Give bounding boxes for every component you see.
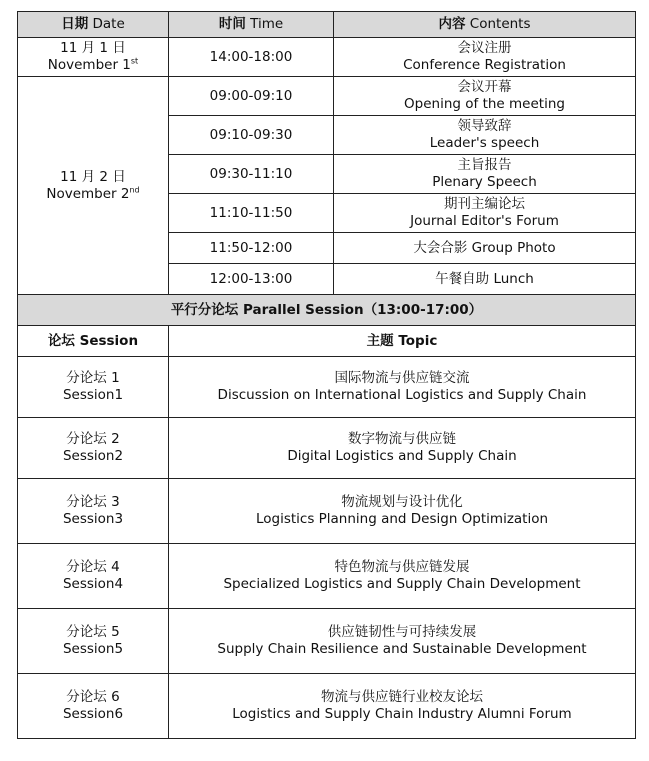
- session-name-cell: 分论坛 4 Session4: [18, 544, 169, 609]
- session-row: [18, 418, 636, 479]
- content-cell: 会议开幕 Opening of the meeting: [334, 77, 636, 116]
- session-topic-cell: 物流与供应链行业校友论坛 Logistics and Supply Chain Industry Alumni Forum: [169, 674, 636, 739]
- content-cell: 领导致辞 Leader's speech: [334, 116, 636, 155]
- session-topic-cell: 国际物流与供应链交流 Discussion on International Logistics and Supply Chain: [169, 357, 636, 418]
- header-contents: 内容 Contents: [334, 12, 636, 38]
- time-cell: 11:10-11:50: [169, 194, 334, 233]
- content-cell: 大会合影 Group Photo: [334, 233, 636, 264]
- header-topic: 主题 Topic: [169, 326, 636, 357]
- conference-schedule-table: [17, 11, 636, 739]
- session-topic-cell: 供应链韧性与可持续发展 Supply Chain Resilience and Sustainable Development: [169, 609, 636, 674]
- content-cell: 期刊主编论坛 Journal Editor's Forum: [334, 194, 636, 233]
- session-name-cell: 分论坛 2 Session2: [18, 418, 169, 479]
- content-cell: 午餐自助 Lunch: [334, 264, 636, 295]
- parallel-session-title-row: [18, 295, 636, 326]
- day1-content-cell: 会议注册 Conference Registration: [334, 38, 636, 77]
- schedule-row: [18, 77, 636, 116]
- session-topic-cell: 数字物流与供应链 Digital Logistics and Supply Chain: [169, 418, 636, 479]
- header-date: 日期 Date: [18, 12, 169, 38]
- time-cell: 09:10-09:30: [169, 116, 334, 155]
- session-row: [18, 479, 636, 544]
- session-topic-cell: 特色物流与供应链发展 Specialized Logistics and Supply Chain Development: [169, 544, 636, 609]
- session-topic-cell: 物流规划与设计优化 Logistics Planning and Design Optimization: [169, 479, 636, 544]
- day1-date-cell: 11 月 1 日 November 1st: [18, 38, 169, 77]
- session-row: [18, 357, 636, 418]
- schedule-row-day1: [18, 38, 636, 77]
- parallel-header-row: [18, 326, 636, 357]
- session-name-cell: 分论坛 6 Session6: [18, 674, 169, 739]
- time-cell: 09:00-09:10: [169, 77, 334, 116]
- day1-time-cell: 14:00-18:00: [169, 38, 334, 77]
- session-name-cell: 分论坛 1 Session1: [18, 357, 169, 418]
- content-cell: 主旨报告 Plenary Speech: [334, 155, 636, 194]
- session-name-cell: 分论坛 5 Session5: [18, 609, 169, 674]
- time-cell: 12:00-13:00: [169, 264, 334, 295]
- header-row: [18, 12, 636, 38]
- header-time: 时间 Time: [169, 12, 334, 38]
- time-cell: 09:30-11:10: [169, 155, 334, 194]
- parallel-session-title: 平行分论坛 Parallel Session（13:00-17:00）: [18, 295, 636, 326]
- time-cell: 11:50-12:00: [169, 233, 334, 264]
- session-row: [18, 674, 636, 739]
- session-row: [18, 609, 636, 674]
- session-row: [18, 544, 636, 609]
- day2-date-cell: 11 月 2 日 November 2nd: [18, 77, 169, 295]
- header-session: 论坛 Session: [18, 326, 169, 357]
- session-name-cell: 分论坛 3 Session3: [18, 479, 169, 544]
